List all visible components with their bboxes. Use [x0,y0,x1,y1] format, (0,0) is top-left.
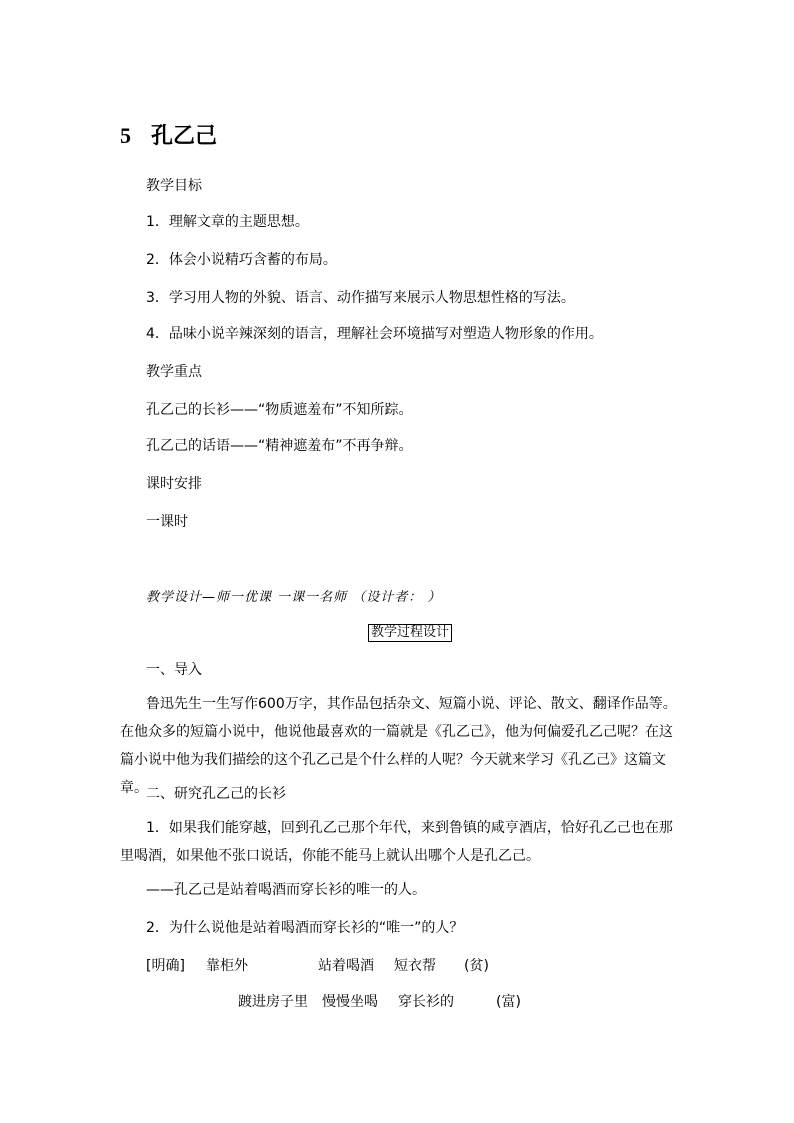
clarify-cell: 靠柜外 [206,958,248,974]
goal-item: 2．体会小说精巧含蓄的布局。 [146,252,337,268]
goals-heading: 教学目标 [146,178,202,194]
clarify-cell: 短衣帮 [394,958,436,974]
schedule-heading: 课时安排 [146,476,202,492]
clarify-cell: 穿长衫的 [398,994,454,1010]
design-credit-line: 教学设计—师一优课 一课一名师 （设计者： ） [146,590,442,605]
section1-heading: 一、导入 [146,662,202,678]
focus-item: 孔乙己的话语——“精神遮羞布”不再争辩。 [146,438,413,454]
clarify-cell: 踱进房子里 [238,994,308,1010]
clarify-cell: (富) [496,994,521,1010]
question-2: 2．为什么说他是站着喝酒而穿长衫的“唯一”的人？ [146,920,464,936]
clarify-label: [明确] [146,958,185,974]
focus-heading: 教学重点 [146,364,202,380]
goal-item: 4．品味小说辛辣深刻的语言，理解社会环境描写对塑造人物形象的作用。 [146,326,603,342]
schedule-text: 一课时 [146,514,188,530]
goal-item: 3．学习用人物的外貌、语言、动作描写来展示人物思想性格的写法。 [146,290,575,306]
section2-heading: 二、研究孔乙己的长衫 [146,786,286,802]
goal-item: 1．理解文章的主题思想。 [146,214,309,230]
clarify-cell: (贫) [464,958,489,974]
page-title [120,122,217,151]
section1-paragraph: 鲁迅先生一生写作600万字，其作品包括杂文、短篇小说、评论、散文、翻译作品等。在他众多的短篇小说中，他说他最喜欢的一篇就是《孔乙己》，他为何偏爱孔乙己呢？在这篇小说中他为我们描绘的这个孔乙己是个什么样的人呢？今天就来学习《孔乙己》这篇文章。 [120,696,677,796]
lesson-number: 5 [120,123,131,148]
process-heading: 教学过程设计 [368,624,452,642]
lesson-title: 孔乙己 [151,124,218,149]
focus-item: 孔乙己的长衫——“物质遮羞布”不知所踪。 [146,402,413,418]
question-1: 1．如果我们能穿越，回到孔乙己那个年代，来到鲁镇的咸亨酒店，恰好孔乙己也在那里喝酒，如果他不张口说话，你能不能马上就认出哪个人是孔乙己。 [120,820,673,864]
clarify-cell: 站着喝酒 [318,958,374,974]
answer-1: ——孔乙己是站着喝酒而穿长衫的唯一的人。 [146,882,426,898]
clarify-cell: 慢慢坐喝 [322,994,378,1010]
